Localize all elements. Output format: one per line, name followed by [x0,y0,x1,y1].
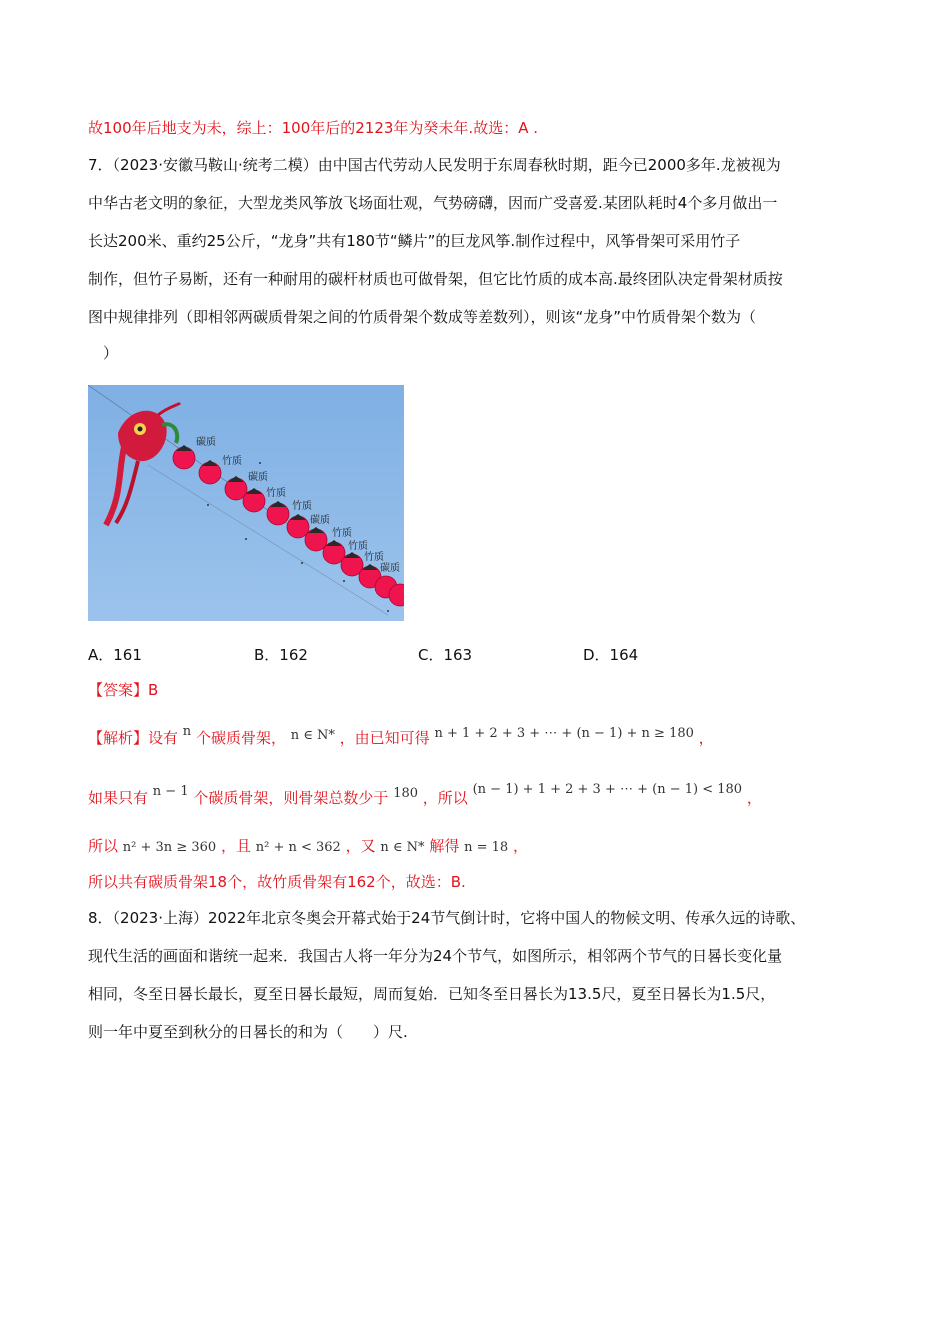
analysis-text: 解得 [429,837,460,855]
analysis-text: ，又 [345,837,376,855]
analysis-prefix: 【解析】设有 [88,729,179,747]
q8-text-line-3: 相同，冬至日晷长最长，夏至日晷长最短，周而复始．已知冬至日晷长为13.5尺，夏至日晷长为1.5尺， [88,985,776,1003]
analysis-text: ， [746,789,762,807]
figure-label: 碳质 [196,437,216,448]
math-n-minus-1: n − 1 [152,784,189,799]
answer-label: 【答案】B [88,681,159,699]
q7-text-line-6: ） [88,344,119,362]
math-180: 180 [393,786,419,801]
option-d: D．164 [583,646,639,664]
q7-text-line-1: 7．（2023·安徽马鞍山·统考二模）由中国古代劳动人民发明于东周春秋时期，距今已2000多年.龙被视为 [88,156,781,174]
figure-label: 碳质 [248,472,268,483]
figure-label: 竹质 [364,552,384,563]
option-b: B．162 [254,646,308,664]
q8-text-line-2: 现代生活的画面和谐统一起来．我国古人将一年分为24个节气，如图所示，相邻两个节气的日晷长变化量 [88,947,783,965]
q7-text-line-5: 图中规律排列（即相邻两碳质骨架之间的竹质骨架个数成等差数列），则该“龙身”中竹质骨架个数为（ [88,308,757,326]
option-a: A．161 [88,646,142,664]
analysis-line-3 [88,836,528,858]
math-result: n = 18 [464,840,509,855]
analysis-line-1 [88,724,714,750]
math-formula: n² + 3n ≥ 360 [122,840,217,855]
figure-label: 碳质 [380,563,400,574]
figure-label: 竹质 [266,488,286,499]
figure-label: 竹质 [332,528,352,539]
q8-text-line-4: 则一年中夏至到秋分的日晷长的和为（ ）尺. [88,1023,408,1041]
q7-text-line-4: 制作，但竹子易断，还有一种耐用的碳杆材质也可做骨架，但它比竹质的成本高.最终团队决定骨架材质按 [88,270,783,288]
math-condition: n ∈ N* [380,840,425,855]
q8-text-line-1: 8．（2023·上海）2022年北京冬奥会开幕式始于24节气倒计时，它将中国人的物候文明、传承久远的诗歌、 [88,909,806,927]
figure-label: 竹质 [348,541,368,552]
math-condition: n ∈ N* [290,728,335,743]
option-c: C．163 [418,646,473,664]
figure-label: 碳质 [310,515,330,526]
analysis-text: ， [512,837,528,855]
analysis-text: 个碳质骨架， [195,729,286,747]
analysis-text: ，所以 [422,789,468,807]
analysis-prefix: 如果只有 [88,789,149,807]
figure-label: 竹质 [292,501,312,512]
analysis-prefix: 所以 [88,837,119,855]
analysis-text: ， [698,729,714,747]
analysis-text: ，且 [220,837,251,855]
dragon-kite-photo [88,385,404,621]
math-n: n [182,724,192,739]
previous-solution-tail: 故100年后地支为未，综上：100年后的2123年为癸未年.故选：A . [88,119,539,137]
analysis-line-4: 所以共有碳质骨架18个，故竹质骨架有162个，故选：B. [88,873,466,891]
figure-label: 竹质 [222,456,242,467]
math-formula: n² + n < 362 [255,840,341,855]
analysis-text: 个碳质骨架，则骨架总数少于 [193,789,389,807]
math-formula: (n − 1) + 1 + 2 + 3 + ⋯ + (n − 1) < 180 [472,782,743,797]
dragon-kite-illustration [88,385,404,621]
analysis-text: ，由已知可得 [339,729,430,747]
q7-text-line-3: 长达200米、重约25公斤，“龙身”共有180节“鳞片”的巨龙风筝.制作过程中，风筝骨架可采用竹子 [88,232,741,250]
q7-text-line-2: 中华古老文明的象征，大型龙类风筝放飞场面壮观，气势磅礴，因而广受喜爱.某团队耗时4个多月做出一 [88,194,778,212]
math-formula: n + 1 + 2 + 3 + ⋯ + (n − 1) + n ≥ 180 [434,726,694,741]
analysis-line-2 [88,782,762,810]
